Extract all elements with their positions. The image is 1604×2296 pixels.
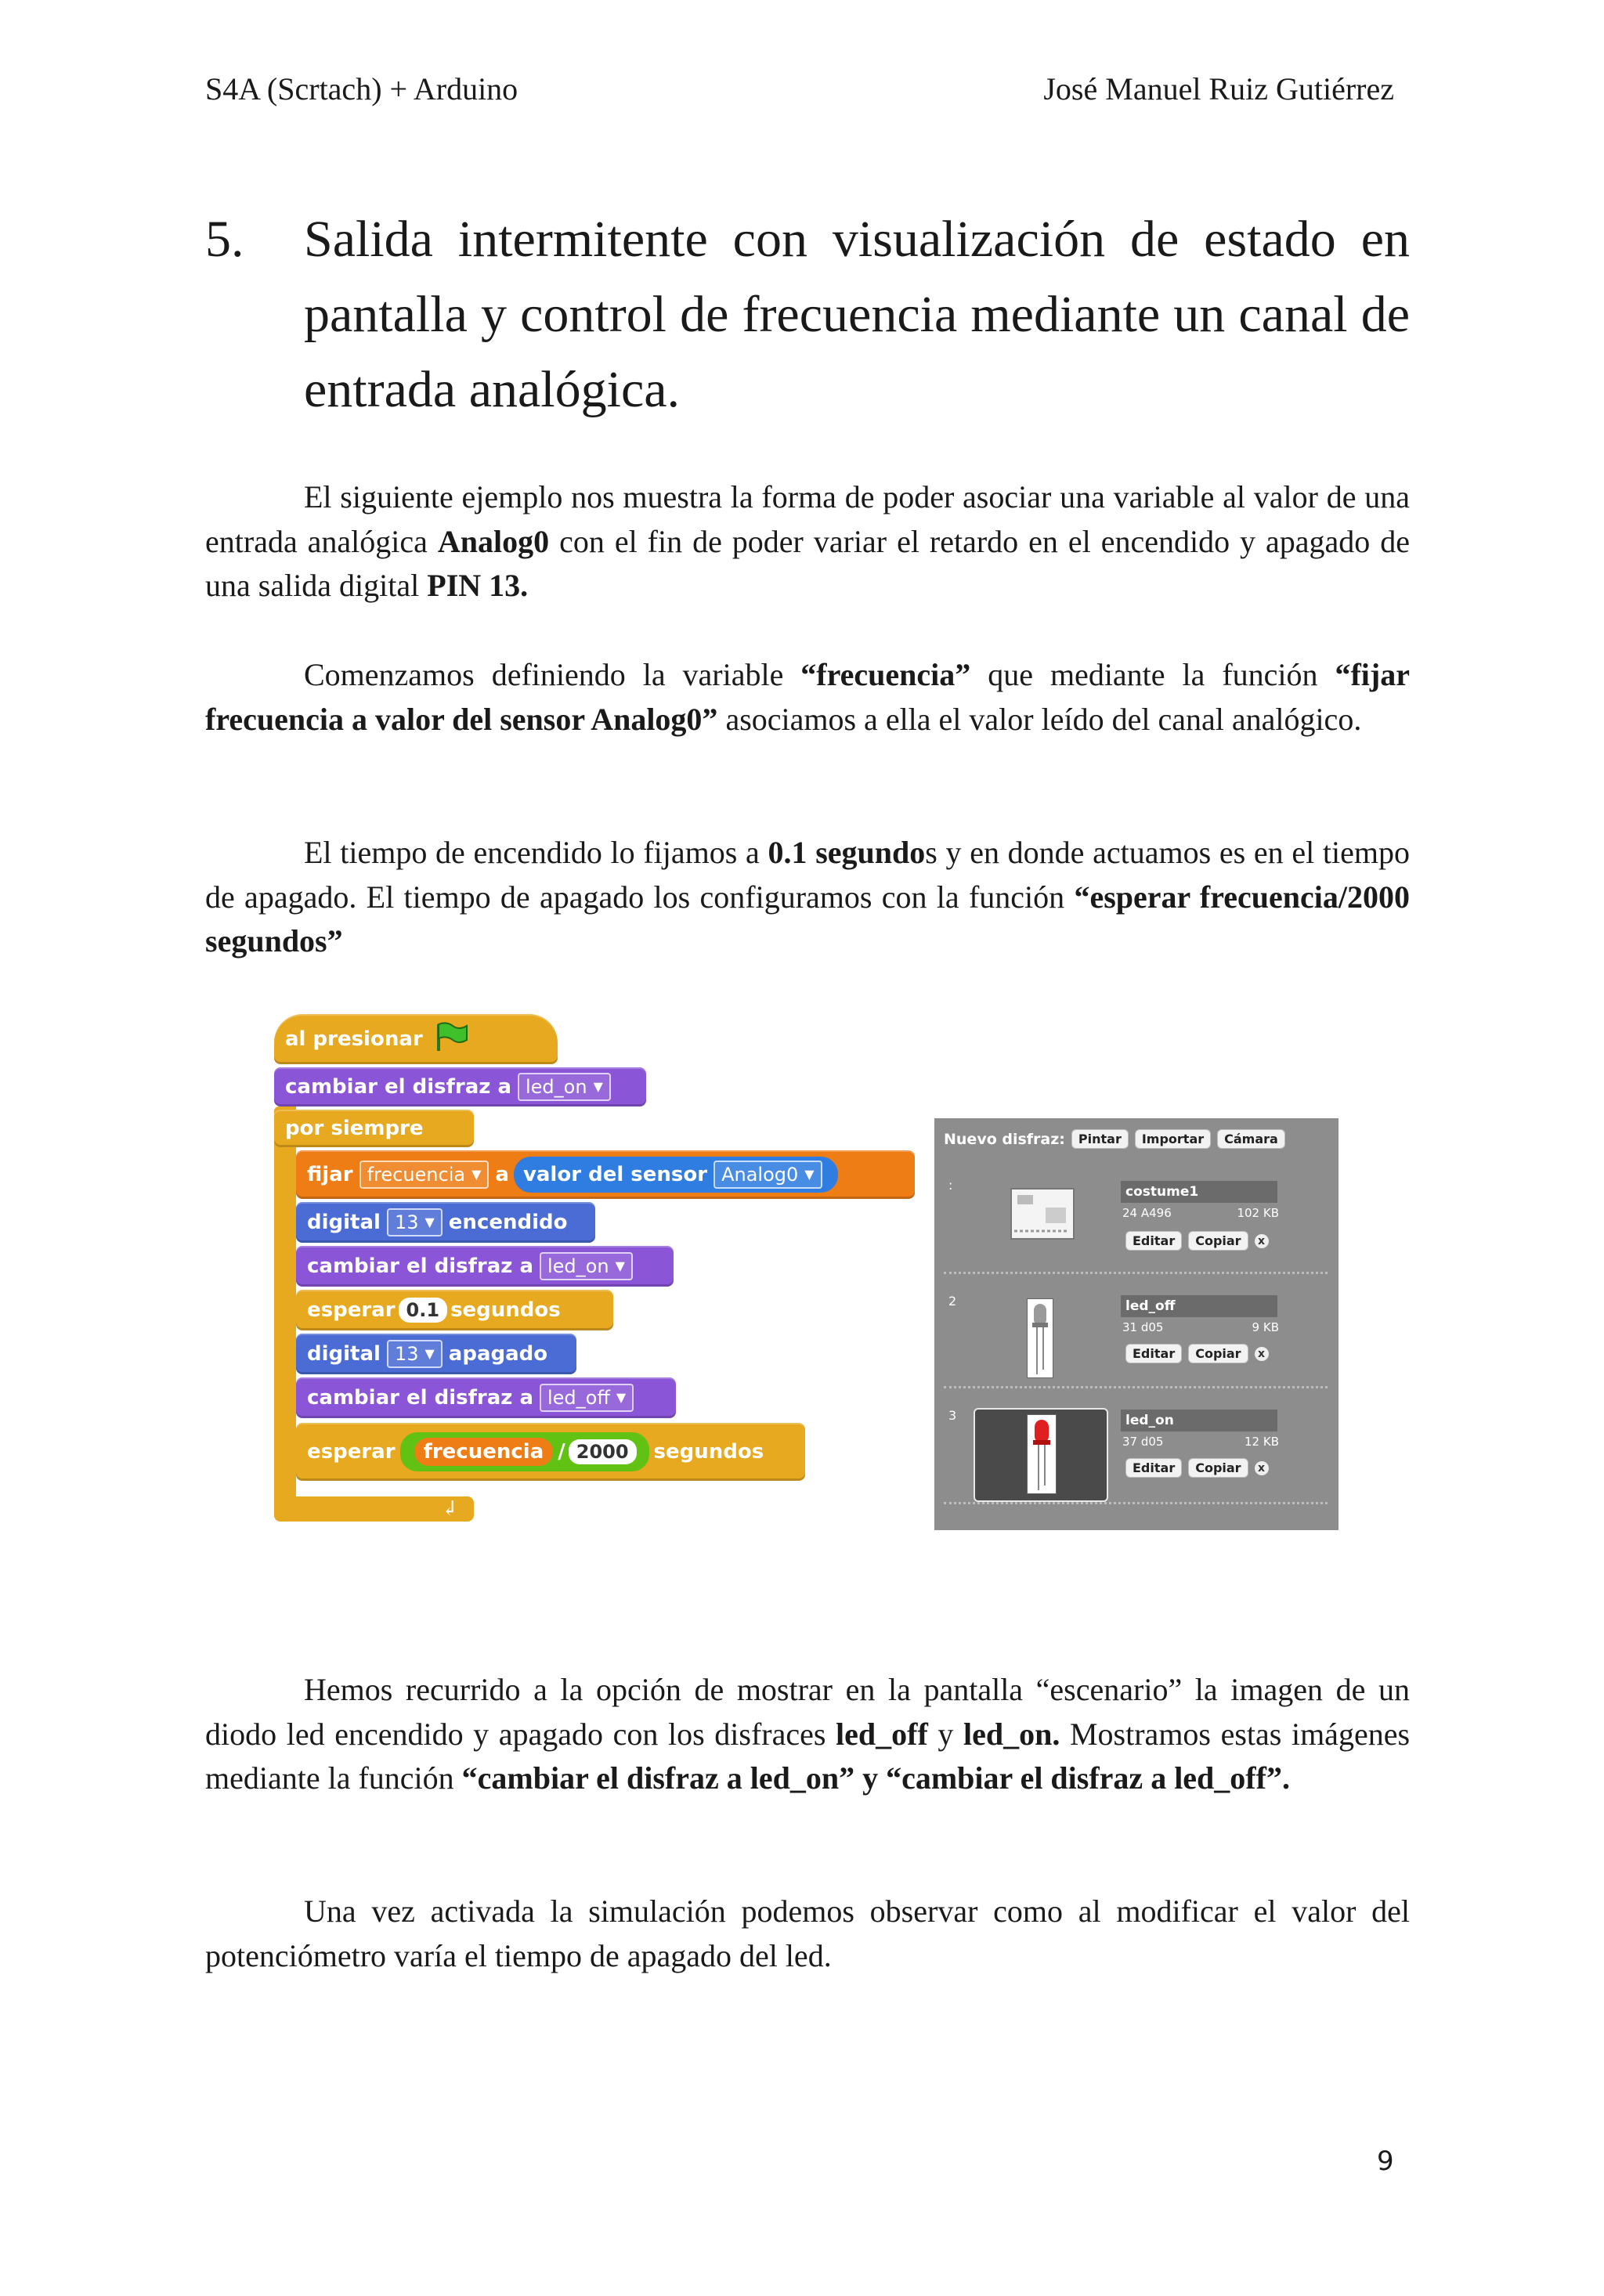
edit-button-3[interactable]: Editar [1125, 1458, 1182, 1478]
separator-1 [944, 1272, 1328, 1274]
edit-button-2[interactable]: Editar [1125, 1344, 1182, 1363]
loop-arrow-icon: ↲ [441, 1497, 458, 1520]
delete-icon-2[interactable]: x [1255, 1347, 1269, 1361]
switch-costume-block-1[interactable]: cambiar el disfraz a led_on ▼ [274, 1067, 646, 1106]
divide-operator[interactable]: frecuencia / 2000 [400, 1432, 649, 1471]
costume-dropdown-3[interactable]: led_off ▼ [540, 1384, 634, 1412]
copy-button-1[interactable]: Copiar [1188, 1231, 1248, 1251]
switch-costume-block-3[interactable]: cambiar el disfraz a led_off ▼ [296, 1377, 676, 1418]
costume-thumbnail-led-on [1027, 1414, 1057, 1494]
costume-thumbnail-led-off[interactable] [1027, 1298, 1053, 1378]
delete-icon-3[interactable]: x [1255, 1461, 1269, 1475]
wait-block-2[interactable]: esperar frecuencia / 2000 segundos [296, 1423, 805, 1481]
separator-3 [944, 1502, 1328, 1504]
frecuencia-reporter[interactable]: frecuencia [414, 1438, 554, 1466]
header-right: José Manuel Ruiz Gutiérrez [1043, 71, 1394, 106]
import-button[interactable]: Importar [1135, 1129, 1211, 1149]
paragraph-5: Una vez activada la simulación podemos observar como al modificar el valor del potenciómetro varía el tiempo de apagado del led. [205, 1893, 1410, 1973]
new-costume-bar: Nuevo disfraz: Pintar Importar Cámara [944, 1129, 1285, 1149]
forever-loop-bottom [274, 1496, 474, 1522]
paragraph-1: El siguiente ejemplo nos muestra la forma de poder asociar una variable al valor de una entrada analógica Analog0 con el fin de poder variar el retardo en el encendido y apagado de una salida digital PIN 13. [205, 479, 1411, 603]
selected-costume-frame[interactable] [974, 1408, 1108, 1502]
edit-button-1[interactable]: Editar [1125, 1231, 1182, 1251]
costume-index-3: 3 [948, 1408, 957, 1423]
costume-meta-1: 24 A496 102 KB [1122, 1206, 1279, 1220]
costume-index-1: : [948, 1178, 953, 1193]
hat-block-green-flag[interactable]: al presionar [274, 1014, 558, 1064]
copy-button-2[interactable]: Copiar [1188, 1344, 1248, 1363]
section-number: 5. [205, 211, 244, 268]
variable-dropdown[interactable]: frecuencia ▼ [359, 1161, 490, 1189]
set-variable-block[interactable]: fijar frecuencia ▼ a valor del sensor Analog0 ▼ [296, 1150, 915, 1199]
pin-dropdown-2[interactable]: 13 ▼ [387, 1340, 443, 1368]
green-flag-icon [434, 1021, 470, 1058]
copy-button-3[interactable]: Copiar [1188, 1458, 1248, 1478]
divisor-input[interactable]: 2000 [569, 1439, 637, 1464]
costume-meta-2: 31 d05 9 KB [1122, 1320, 1279, 1334]
paint-button[interactable]: Pintar [1071, 1129, 1129, 1149]
costume-name-3[interactable]: led_on [1121, 1410, 1277, 1431]
costume-index-2: 2 [948, 1294, 957, 1309]
scratch-script [274, 1005, 924, 1531]
forever-loop-body [274, 1106, 296, 1522]
digital-on-block[interactable]: digital 13 ▼ encendido [296, 1202, 595, 1243]
sensor-dropdown[interactable]: Analog0 ▼ [713, 1161, 822, 1189]
costume-name-2[interactable]: led_off [1121, 1295, 1277, 1317]
section-heading [205, 202, 1410, 428]
header-left: S4A (Scrtach) + Arduino [205, 71, 518, 106]
costume-dropdown-2[interactable]: led_on ▼ [540, 1252, 633, 1280]
paragraph-3: El tiempo de encendido lo fijamos a 0.1 segundos y en donde actuamos es en el tiempo de apagado. El tiempo de apagado los configuramos con la función “esperar frecuencia/2000 segundos” [205, 835, 1410, 958]
camera-button[interactable]: Cámara [1217, 1129, 1285, 1149]
paragraph-2: Comenzamos definiendo la variable “frecuencia” que mediante la función “fijar frecuencia a valor del sensor Analog0” asociamos a ella el valor leído del canal analógico. [205, 657, 1410, 737]
sensor-value-reporter[interactable]: valor del sensor Analog0 ▼ [514, 1157, 838, 1193]
costumes-panel [934, 1118, 1338, 1530]
costume-meta-3: 37 d05 12 KB [1122, 1435, 1279, 1449]
costume-name-1[interactable]: costume1 [1121, 1181, 1277, 1203]
pin-dropdown-1[interactable]: 13 ▼ [387, 1208, 443, 1236]
section-title: Salida intermitente con visualización de estado en pantalla y control de frecuencia mediante un canal de entrada analógica. [304, 211, 1410, 418]
wait-block-1[interactable]: esperar 0.1 segundos [296, 1290, 613, 1330]
paragraph-4: Hemos recurrido a la opción de mostrar en la pantalla “escenario” la imagen de un diodo led encendido y apagado con los disfraces led_off y led_on. Mostramos estas imágenes mediante la función “cambiar el disfraz a led_on” y “cambiar el disfraz a led_off”. [205, 1672, 1411, 1796]
separator-2 [944, 1386, 1328, 1388]
costume-thumbnail-board[interactable] [1006, 1184, 1078, 1245]
switch-costume-block-2[interactable]: cambiar el disfraz a led_on ▼ [296, 1246, 674, 1287]
digital-off-block[interactable]: digital 13 ▼ apagado [296, 1334, 576, 1374]
forever-block[interactable]: por siempre [274, 1110, 474, 1147]
costume-dropdown[interactable]: led_on ▼ [518, 1073, 611, 1101]
wait-seconds-input[interactable]: 0.1 [399, 1298, 448, 1323]
page-number: 9 [1377, 2146, 1394, 2177]
delete-icon-1[interactable]: x [1255, 1234, 1269, 1248]
